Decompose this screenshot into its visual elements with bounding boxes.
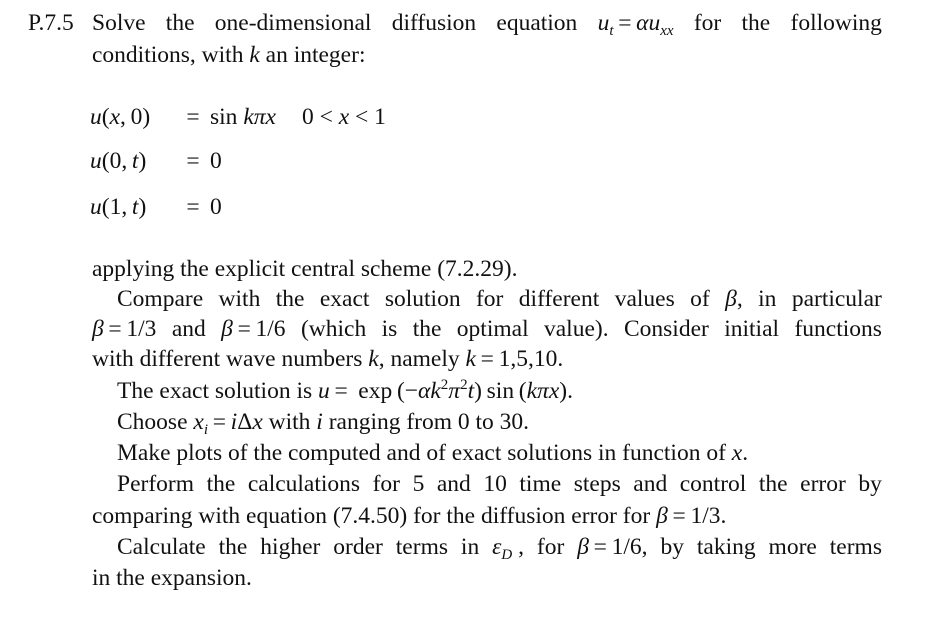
equation-rhs: sin kπx xyxy=(210,104,276,130)
intro-line-1 xyxy=(92,8,882,38)
compare-line-3: with different wave numbers k, namely k = 1,5,10. xyxy=(92,346,564,372)
equation-boundary-left xyxy=(90,146,222,176)
higher-order-line-1: Calculate the higher order terms in $\varepsilon_D$ , for β = 1/6, by taking more terms xyxy=(117,534,882,563)
exact-solution-line: The exact solution is $u = \exp (-\alpha k^2\pi^2t)$ sin (kπx). xyxy=(117,377,573,404)
perform-line-2: comparing with equation (7.4.50) for the diffusion error for β = 1/3. xyxy=(92,503,727,529)
compare-line-1: Compare with the exact solution for different values of β, in particular xyxy=(117,286,882,312)
compare-line-2: β = 1/3 and β = 1/6 (which is the optimal value). Consider initial functions xyxy=(92,316,882,342)
equation-lhs: u(1, t) xyxy=(90,194,147,220)
intro-word: Solve xyxy=(92,10,146,36)
equation-operator: = xyxy=(186,148,200,174)
intro-word: the xyxy=(741,10,771,36)
equation-rhs: 0 xyxy=(210,148,222,174)
perform-line-1: Perform the calculations for 5 and 10 time steps and control the error by xyxy=(117,471,882,497)
intro-line-2: conditions, with k an integer: xyxy=(92,42,366,68)
scheme-line: applying the explicit central scheme (7.2.29). xyxy=(92,256,518,282)
equation-operator: = xyxy=(186,104,200,130)
intro-word: diffusion xyxy=(391,10,477,36)
problem-number: P.7.5 xyxy=(28,10,74,36)
plots-line: Make plots of the computed and of exact solutions in function of x. xyxy=(117,440,749,466)
higher-order-line-2: in the expansion. xyxy=(92,565,252,591)
intro-word: for xyxy=(693,10,722,36)
intro-word: following xyxy=(790,10,882,36)
equation-condition: 0 < x < 1 xyxy=(301,104,386,130)
equation-initial-condition xyxy=(90,102,386,132)
equation-operator: = xyxy=(186,194,200,220)
equation-lhs: u(0, t) xyxy=(90,148,147,174)
intro-word: one-dimensional xyxy=(214,10,372,36)
intro-equation: $u_t = \alpha u_{xx}$ xyxy=(597,10,674,39)
intro-word: the xyxy=(165,10,195,36)
choose-line: Choose $x_i = i\Delta x$ with i ranging from 0 to 30. xyxy=(117,409,530,438)
equation-boundary-right xyxy=(90,192,222,222)
equation-lhs: u(x, 0) xyxy=(90,104,151,130)
equation-rhs: 0 xyxy=(210,194,222,220)
intro-word: equation xyxy=(496,10,578,36)
